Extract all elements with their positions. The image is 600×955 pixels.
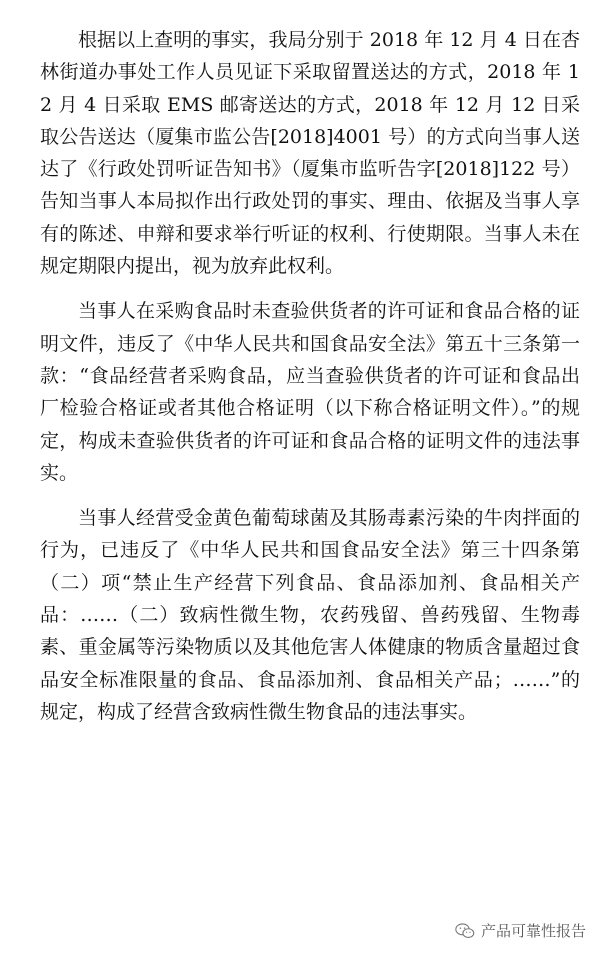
document-body: [40, 24, 580, 728]
paragraph-contaminated-food: 当事人经营受金黄色葡萄球菌及其肠毒素污染的牛肉拌面的行为，已违反了《中华人民共和国食品安全法》第三十四条第（二）项“禁止生产经营下列食品、食品添加剂、食品相关产品：……（二）致病性微生物，农药残留、兽药残留、生物毒素、重金属等污染物质以及其他危害人体健康的物质含量超过食品安全标准限量的食品、食品添加剂、食品相关产品；……”的规定，构成了经营含致病性微生物食品的违法事实。: [40, 507, 580, 723]
watermark-label: 产品可靠性报告: [480, 922, 586, 940]
wechat-icon: [455, 922, 475, 940]
paragraph-service-of-notice: 根据以上查明的事实，我局分别于 2018 年 12 月 4 日在杏林街道办事处工作人员见证下采取留置送达的方式，2018 年 12 月 4 日采取 EMS 邮寄送达的方式，2018 年 12 月 12 日采取公告送达（厦集市监公告[2018]4001 号）的方式向当事人送达了《行政处罚听证告知书》（厦集市监听告字[2018]122 号）告知当事人本局拟作出行政处罚的事实、理由、依据及当事人享有的陈述、申辩和要求举行听证的权利、行使期限。当事人未在规定期限内提出，视为放弃此权利。: [40, 29, 580, 278]
paragraph-unverified-license: 当事人在采购食品时未查验供货者的许可证和食品合格的证明文件，违反了《中华人民共和国食品安全法》第五十三条第一款：“食品经营者采购食品，应当查验供货者的许可证和食品出厂检验合格证或者其他合格证明（以下称合格证明文件）。”的规定，构成未查验供货者的许可证和食品合格的证明文件的违法事实。: [40, 300, 580, 484]
source-watermark: [455, 920, 586, 941]
